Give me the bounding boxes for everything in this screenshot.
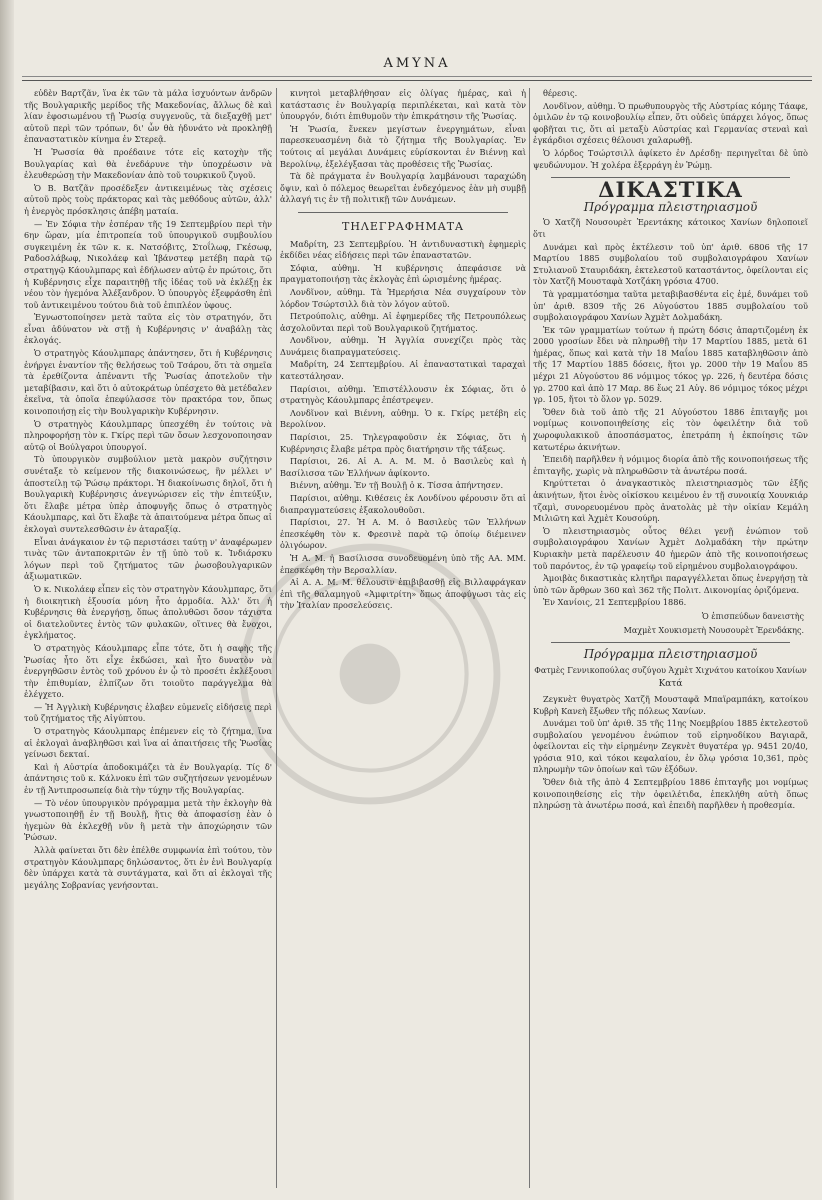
- legal-paragraph: Ὁ πλειστηριασμὸς οὗτος θέλει γενῇ ἐνώπιον τοῦ συμβολαιογράφου Χανίων Ἀχμὲτ Δολμαδάκη τὴν πρώτην Κυριακὴν μετὰ παρέλευσιν 40 ἡμερῶν ἀπὸ τῆς κοινοποιήσεως τοῦ παρόντος, ἐν τῷ γραφείῳ τοῦ εἰρημένου συμβολαιογράφου.: [533, 525, 808, 571]
- telegram-paragraph: Ἡ Α. Μ. ἡ Βασίλισσα συνοδευομένη ὑπὸ τῆς ΑΑ. ΜΜ. ἐπεσκέφθη τὴν Βερσαλλίαν.: [280, 552, 526, 575]
- article-paragraph: Ὁ στρατηγὸς Κάουλμπαρς ἀπάντησεν, ὅτι ἡ Κυβέρνησις ἐνήργει ἐναντίον τῆς θελήσεως τοῦ Τσάρου, ὅτι τὰ σημεῖα τὰ ἐρεθίζοντα ἀπέναντι τῆς Ῥωσίας ἀποτελοῦν τὴν μεταβίβασιν, καὶ ὅτι ὁ αὐτοκράτωρ ὑπέσχετο θὰ μετέδαλεν ἐκεῖνα, τὰ ὁποῖα ἐπεφύλασσε τὸν πρακτόρα τον, ὅπως κοινοποιήσῃ εἰς τὴν Βουλγαρικὴν Κυβέρνησιν.: [24, 348, 272, 417]
- article-paragraph: Εἶναι ἀνάγκαιον ἐν τῷ περιστάσει ταύτῃ ν' ἀναφέρωμεν τινὰς τῶν ἀνταποκριτῶν ἐν τῇ ὑπὸ τοῦ κ. Ἰνδιάρσκυ λόγων περὶ τοῦ ζητήματος τῶν ῥωσοβουλγαρικῶν ἀξιωματικῶν.: [24, 536, 272, 582]
- dateline: Ἐν Χανίοις, 21 Σεπτεμβρίου 1886.: [543, 597, 687, 608]
- article-paragraph: Ὁ στρατηγὸς Κάουλμπαρς εἶπε τότε, ὅτι ἡ σαφὴς τῆς Ῥωσίας ἦτο ὅτι εἶχε ἐκδώσει, καὶ ἦτο δυνατὸν νὰ ἐνεργηθῶσιν ἐντὸς τοῦ χρόνου ἐν ᾧ τὸ προσέτι ἐκλέξουσι τὴν ἐπιθυμίαν, ἐλπίζων ὅτι τοιοῦτο παράγγελμα θὰ ἐλέγχετο.: [24, 642, 272, 700]
- column-middle: [280, 88, 526, 1188]
- auction-program-title-2: Πρόγραμμα πλειστηριασμοῦ: [583, 647, 758, 662]
- signature-role: Ὁ ἐπισπεύδων δανειστὴς: [701, 611, 804, 621]
- column-separator-1: [276, 88, 277, 1188]
- telegram-paragraph: Λονδῖνον, αὐθημ. Τὰ Ἡμερήσια Νέα συγχαίρουν τὸν λόρδον Τσώρτσιλλ διὰ τὸν λόγον αὐτοῦ.: [280, 286, 526, 309]
- masthead-title: ΑΜΥΝΑ: [383, 56, 451, 71]
- legal-paragraph: Ὅθεν διὰ τῆς ἀπὸ 4 Σεπτεμβρίου 1886 ἐπιταγῆς μοι νομίμως κοινοποιηθείσης εἰς τὴν ὀφειλέτιδα, ἐπεκλήθη αὐτὴ ὅπως πληρώσῃ τὰ ἀνωτέρω ποσά, καὶ ἐπειδὴ παρῆλθεν ἡ προθεσμία.: [533, 777, 808, 811]
- article-paragraph: Ἡ Ῥωσία, ἕνεκεν μεγίστων ἐνεργημάτων, εἶναι παρεσκευασμένη διὰ τὸ ζήτημα τῆς Βουλγαρίας. Ἐν τούτοις αἱ μεγάλαι Δυνάμεις εὑρίσκονται ἐν Βιέννῃ καὶ Βερολίνῳ, ἐξελέγξασαι τὰς προθέσεις τῆς Ῥωσίας.: [280, 123, 526, 169]
- telegram-paragraph: Πετρούπολις, αὐθημ. Αἱ ἐφημερίδες τῆς Πετρουπόλεως ἀσχολοῦνται περὶ τοῦ Βουλγαρικοῦ ζητήματος.: [280, 311, 526, 333]
- telegram-paragraph: Βιέννη, αὐθημ. Ἐν τῇ Βουλῇ ὁ κ. Τίσσα ἀπήντησεν.: [290, 480, 504, 491]
- article-paragraph: Λονδῖνον, αὐθημ. Ὁ πρωθυπουργὸς τῆς Αὐστρίας κόμης Τάαφε, ὁμιλῶν ἐν τῷ κοινοβουλίῳ εἶπεν, ὅτι οὐδεὶς ὑπάρχει λόγος, ὅπως φοβῆται τις, ὅτι αἱ μεταξὺ Αὐστρίας καὶ Γερμανίας στεναὶ καὶ ἐγκάρδιοι σχέσεις θέλουσι χαλαρωθῇ.: [533, 100, 808, 146]
- telegram-paragraph: Παρίσιοι, 26. Αἱ Α. Α. Μ. Μ. ὁ Βασιλεὺς καὶ ἡ Βασίλισσα τῶν Ἑλλήνων ἀφίκοντο.: [280, 456, 526, 478]
- telegram-paragraph: Λονδῖνον, αὐθημ. Ἡ Ἀγγλία συνεχίζει πρὸς τὰς Δυνάμεις διαπραγματεύσεις.: [280, 335, 526, 357]
- auction-program-subtitle: Φατμὲς Γεννικοπούλας συζύγου Ἀχμὲτ Χιχνάτου κατοίκου Χανίων: [534, 665, 807, 675]
- article-paragraph: Ἀλλὰ φαίνεται ὅτι δὲν ἐπέλθε συμφωνία ἐπὶ τούτου, τὸν στρατηγὸν Κάουλμπαρς δηλώσαντος, ὅτι ἐν ἐνὶ Βουλγαρίᾳ δὲν ὑπάρχει κατὰ τὰ συντάγματα, καὶ ὅτι αἱ ἐκλογαὶ τῆς μεγάλης Σοβρανίας γενήσονται.: [24, 845, 272, 890]
- telegram-paragraph: Αἱ Α. Α. Μ. Μ. θέλουσιν ἐπιβιβασθῇ εἰς Βιλλαφράγκαν ἐπὶ τῆς θαλαμηγοῦ «Ἀμφιτρίτη» ὅπως ἀποφύγωσι τὰς εἰς τὴν Ἰταλίαν προσελεύσεις.: [280, 577, 526, 611]
- legal-paragraph: Ἀμοιβὰς δικαστικὰς κλητῆρι παραγγέλλεται ὅπως ἐνεργήσῃ τὰ ὑπὸ τῶν ἄρθρων 360 καὶ 362 τῆς Πολιτ. Δικονομίας ὁριζόμενα.: [533, 573, 808, 595]
- kata-label: Κατά: [658, 679, 683, 690]
- article-paragraph: εὐδὲν Βαρτζᾶν, ἵνα ἐκ τῶν τὰ μάλα ἰσχυόντων ἀνδρῶν τῆς Βουλγαρικῆς μερίδος τῆς Μακεδονίας, ἄλλως δὲ καὶ λίαν ἐφοσιωμένου τῇ Ῥωσίᾳ συγγενοῦς, τὰ διεξαχθῇ μετ' αὐτοῦ περὶ τῶν τρόπων, δι' ὧν θὰ ἠδυνάτο νὰ προκληθῇ ἐπαναστατικὸν κίνημα ἐν Στερεᾷ.: [24, 88, 272, 145]
- telegram-paragraph: Παρίσιοι, 27. Ἡ Α. Μ. ὁ Βασιλεὺς τῶν Ἑλλήνων ἐπεσκέφθη τὸν κ. Φρεσινὲ παρὰ τῷ ὁποίῳ διέμεινεν ὀλιγόωρον.: [280, 517, 526, 551]
- legal-paragraph: Ζεγκνὲτ θυγατρὸς Χατζῆ Μουσταφᾶ Μπαϊραμπάκη, κατοίκου Κυβρὴ Κανεὴ ἔξωθεν τῆς πόλεως Χανίων.: [533, 693, 808, 716]
- telegram-paragraph: Παρίσιοι, αὐθημ. Κιθέσεις ἐκ Λονδίνου φέρουσιν ὅτι αἱ διαπραγματεύσεις ἐξακολουθοῦσι.: [280, 493, 526, 515]
- telegram-paragraph: Σόφια, αὐθημ. Ἡ κυβέρνησις ἀπεφάσισε νὰ πραγματοποιήσῃ τὰς ἐκλογὰς ἐπὶ ὡρισμένης ἡμέρας.: [280, 262, 526, 285]
- legal-paragraph: Ὁ Χατζῆ Νουσουρὲτ Ἐρεντάκης κάτοικος Χανίων δηλοποιεῖ ὅτι: [533, 217, 808, 239]
- article-paragraph: Ἡ Ῥωσσία θὰ προέδαινε τότε εἰς κατοχὴν τῆς Βουλγαρίας καὶ θὰ ἐνεδάρυνε τὴν ὑποχρέωσιν νὰ ἐλευθερώσῃ τὴν Μακεδονίαν ἀπὸ τοῦ τουρκικοῦ ζυγοῦ.: [24, 146, 272, 181]
- article-paragraph: — Ἐν Σόφια τὴν ἑσπέραν τῆς 19 Σεπτεμβρίου περὶ τὴν 6ην ὥραν, μία ἐπιτροπεία τοῦ ὑπουργικοῦ συμβουλίου συγκειμένη ἐκ τῶν κ. κ. Νατσόβιτς, Στοΐλωφ, Γκέσωφ, Ραδοσλάβωφ, Νικολάεφ καὶ Ἰβάνστεφ μετέβη παρὰ τῷ στρατηγῷ Κάουλμπαρς καὶ ἐδήλωσεν αὐτῷ ἐν πρώτοις, ὅτι ἡ Κυβέρνησις εἶχε παραιτηθῇ τῆς ἰδέας τοῦ νὰ ἐκλέξῃ ἐκ νέου τὸν ἡγεμόνα Ἀλέξανδρον. Ὁ ὑπουργὸς ἐξεφράσθη ἐπὶ τοῦ ἀντικειμένου τούτου διὰ τοῦ ἐπιπλέον ὑφους.: [24, 218, 272, 310]
- article-paragraph: — Ἡ Ἀγγλικὴ Κυβέρνησις ἐλαβεν εὐμενεῖς εἰδήσεις περὶ τοῦ ζητήματος τῆς Αἰγύπτου.: [24, 701, 272, 724]
- article-paragraph: Τὸ ὑπουργικὸν συμβούλιον μετὰ μακρὸν συζήτησιν συνέταξε τὸ κείμενον τῆς διακοινώσεως, ἣν μέλλει ν' ἀποστείλῃ τῷ Ῥώσῳ πράκτορι. Ἡ διακοίνωσις δηλοῖ, ὅτι ἡ Βουλγαρικὴ Κυβέρνησις ἀνεγνώρισεν εἰς τὴν ἐπιτεύξιν, ὅτι ἔλαβε μέτρα ὑπὲρ ἀποφυγῆς ὅπως ὁ στρατηγὸς Κάουλμπαρς, καὶ ὅτι ἔλαβε τὰ ἀπαιτούμενα μέτρα ὅπως αἱ ἐκλογαὶ συντελεσθῶσιν ἐν ἀταραξίᾳ.: [24, 454, 272, 534]
- telegram-paragraph: Μαδρίτη, 23 Σεπτεμβρίου. Ἡ ἀντιδυναστικὴ ἐφημερὶς ἐκδίδει νέας εἰδήσεις περὶ τῶν ἐπαναστατῶν.: [280, 238, 526, 261]
- telegram-paragraph: Λονδῖνον καὶ Βιέννη, αὐθημ. Ὁ κ. Γκίρς μετέβη εἰς Βερολίνον.: [280, 407, 526, 430]
- legal-paragraph: Δυνάμει τοῦ ὑπ' ἀριθ. 35 τῆς 11ης Νοεμβρίου 1885 ἐκτελεστοῦ συμβολαίου γενομένου ἐνώπιον τοῦ εἰρηνοδίκου Βαγιαρᾶ, ὀφείλονται εἰς τὴν εἰρημένην Ζεγκνὲτ θυγατέρα γρ. 9451 20/40, γρόσια 910, καὶ τόκοι κεφαλαίου, ἐν ὅλῳ γρόσια 10,361, πρὸς πληρωμὴν τῶν ὁποίων καὶ τῶν ἐξόδων.: [533, 718, 808, 775]
- section-rule: [298, 212, 508, 213]
- section-rule: [551, 642, 790, 643]
- article-paragraph: κινητοὶ μεταβλήθησαν εἰς ὀλίγας ἡμέρας, καὶ ἡ κατάστασις ἐν Βουλγαρίᾳ περιπλέκεται, καὶ κατὰ τὸν ὑπουργόν, διότι ἐπιθυμοῦν τὴν ἐπικράτησιν τῆς Ῥωσίας.: [280, 88, 526, 122]
- signature-name: Μαχμὲτ Χουκισμετὴ Νουσουρὲτ Ἐρενδάκης.: [623, 625, 804, 635]
- legal-paragraph: Δυνάμει καὶ πρὸς ἐκτέλεσιν τοῦ ὑπ' ἀριθ. 6806 τῆς 17 Μαρτίου 1885 συμβολαίου τοῦ συμβολαιογράφου Χανίων Στυλιανοῦ Σταυριδάκη, ἐκτελεστοῦ καταστάντος, ὀφείλονται εἰς τὸν Χατζῆ Μουσταφὰ Χοτζάκη γρόσια 4700.: [533, 241, 808, 287]
- legal-paragraph: Ἐκ τῶν γραμματίων τούτων ἡ πρώτη δόσις ἀπαρτιζομένη ἐκ 2000 γροσίων ἔδει νὰ πληρωθῇ τὴν 17 Μαρτίου 1885, μετὰ 61 ἡμέρας, ὅπως καὶ κατὰ τὴν 18 Μαΐου 1885 καταβληθῶσιν ἀπὸ τῆς 17 Μαρτίου 1885 δόσεις, ἥτοι γρ. 2000 τὴν 19 Μαΐου 85 μέχρι 21 Αὐγούστου 86 νόμιμος τόκος γρ. 226, ἡ δευτέρα δόσις γρ. 2700 καὶ ἀπὸ 17 Μαρ. 86 ἕως 21 Αὐγ. 86 νόμιμος τόκος μέχρι γρ. 105, ἤτοι τὸ ὅλον γρ. 5029.: [533, 324, 808, 405]
- masthead-rule: [22, 76, 812, 77]
- auction-program-title-1: Πρόγραμμα πλειστηριασμοῦ: [583, 199, 758, 214]
- telegram-paragraph: Παρίσιοι, 25. Τηλεγραφοῦσιν ἐκ Σόφιας, ὅτι ἡ Κυβέρνησις ἔλαβε μέτρα πρὸς διατήρησιν τῆς τάξεως.: [280, 432, 526, 454]
- dikastika-heading: ΔΙΚΑΣΤΙΚΑ: [598, 177, 743, 203]
- legal-paragraph: Κηρύττεται ὁ ἀναγκαστικὸς πλειστηριασμὸς τῶν ἑξῆς ἀκινήτων, ἤτοι ἑνὸς οἰκίσκου κειμένου ἐν τῇ συνοικίᾳ Χουνκιάρ τζαμὶ, συνορευομένου πρὸς ἀνατολὰς μὲ τὴν οἰκίαν Κεμάλη Μιλιῶτη καὶ Ἀχμὲτ Κουσούρη.: [533, 478, 808, 524]
- legal-paragraph: Ἐπειδὴ παρῆλθεν ἡ νόμιμος διορία ἀπὸ τῆς κοινοποιήσεως τῆς ἐπιταγῆς, χωρὶς νὰ πληρωθῶσιν τὰ ἀνωτέρω ποσά.: [533, 454, 808, 476]
- article-paragraph: Ἐγνωστοποίησεν μετὰ ταῦτα εἰς τὸν στρατηγόν, ὅτι εἶναι ἀδύνατον νὰ στῇ ἡ Κυβέρνησις ν' ἀναβάλῃ τὰς ἐκλογάς.: [24, 312, 272, 346]
- telegram-paragraph: Παρίσιοι, αὐθημ. Ἐπιστέλλουσιν ἐκ Σόφιας, ὅτι ὁ στρατηγὸς Κάουλμπαρς ἐπέστρεψεν.: [280, 383, 526, 406]
- article-paragraph: Ὁ στρατηγὸς Κάουλμπαρς ὑπεσχέθη ἐν τούτοις νὰ πληροφορήσῃ τὸν κ. Γκίρς περὶ τῶν ὅσων λεσχονοποιησαν αὐτῷ οἱ Βούλγαροι ὑπουργοί.: [24, 418, 272, 452]
- article-paragraph: Ὁ κ. Νικολάεφ εἶπεν εἰς τὸν στρατηγὸν Κάουλμπαρς, ὅτι ἡ διοικητικὴ ἐξουσία μόνη ἦτο ἁρμοδία. Ἀλλ' ὅτι ἡ Κυβέρνησις θὰ ἐνεργήσῃ, ὅπως ἀπολυθῶσι ὅσον τάχιστα οἱ διατελοῦντες ἐντὸς τῶν φυλακῶν, οἵτινες θὰ ἔνοχοι, ἐγκλήματος.: [24, 583, 272, 641]
- article-paragraph: Ὁ στρατηγὸς Κάουλμπαρς ἐπέμενεν εἰς τὸ ζήτημα, ἵνα αἱ ἐκλογαὶ ἀναβληθῶσι καὶ ἵνα αἱ ἀπαιτήσεις τῆς Ῥωσίας γείνωσι δεκταί.: [24, 726, 272, 760]
- column-right: [533, 88, 808, 1188]
- column-left: [24, 88, 272, 1188]
- article-paragraph: Ὁ λόρδος Τσώρτσιλλ ἀφίκετο ἐν Δρέσδῃ· περιηγεῖται δὲ ὑπὸ ψευδώνυμον. Ἡ χολέρα ἐξερράγη ἐν Ῥώμῃ.: [533, 147, 808, 170]
- article-paragraph: — Τὸ νέον ὑπουργικὸν πρόγραμμα μετὰ τὴν ἐκλογὴν θὰ γνωστοποιηθῇ ἐν τῇ Βουλῇ, ἥτις θὰ ἀποφασίσῃ ἐὰν ὁ ἡγεμὼν θὰ ἐκλεχθῇ νῦν ἢ μετὰ τὴν ἀποχώρησιν τῶν Ῥώσων.: [24, 797, 272, 843]
- article-paragraph: Καὶ ἡ Αὐστρία ἀποδοκιμάζει τὰ ἐν Βουλγαρίᾳ. Τίς δ' ἀπάντησις τοῦ κ. Κάλνοκυ ἐπὶ τῶν συζητήσεων γενομένων ἐν τῇ Ἀντιπροσωπείᾳ διὰ τὴν τύχην τῆς Βουλγαρίας.: [24, 761, 272, 796]
- article-paragraph: Τὰ δὲ πράγματα ἐν Βουλγαρίᾳ λαμβάνουσι ταραχώδη ὄψιν, καὶ ὁ πόλεμος θεωρεῖται ἐνδεχόμενος ἐὰν μὴ συμβῇ ἀλλαγή τις ἐν τῇ πολιτικῇ τῶν Δυνάμεων.: [280, 171, 526, 205]
- masthead: [22, 52, 812, 81]
- legal-paragraph: Ὅθεν διὰ τοῦ ἀπὸ τῆς 21 Αὐγούστου 1886 ἐπιταγῆς μοι νομίμως κοινοποιηθείσης εἰς τὸν ὀφειλέτην διὰ τοῦ χωροφυλακικοῦ ἀποσπάσματος, ἐπετράπη ἡ ἐκποίησις τῶν κατωτέρω ἀκινήτων.: [533, 406, 808, 452]
- legal-paragraph: Τὰ γραμματόσημα ταῦτα μεταβιβασθέντα εἰς ἐμέ, δυνάμει τοῦ ὑπ' ἀριθ. 8309 τῆς 26 Αὐγούστου 1885 συμβολαίου τοῦ συμβολαιογράφου Χανίων Ἀχμὲτ Δολμαδάκη.: [533, 288, 808, 323]
- telegram-paragraph: Μαδρίτη, 24 Σεπτεμβρίου. Αἱ ἐπαναστατικαὶ ταραχαὶ κατεστάλησαν.: [280, 359, 526, 382]
- telegraph-heading: ΤΗΛΕΓΡΑΦΗΜΑΤΑ: [342, 219, 464, 233]
- article-paragraph: Ὁ Β. Βατζᾶν προσέδεξεν ἀντικειμένως τὰς σχέσεις αὐτοῦ πρὸς τοὺς πράκτορας καὶ τὰς μεθόδους αὐτῶν, ἀλλ' ἡ ἐνεργὸς πρόσκλησις ἀπέβη ματαία.: [24, 182, 272, 216]
- column-separator-2: [529, 88, 530, 1188]
- article-paragraph: θέρεσις.: [543, 88, 578, 98]
